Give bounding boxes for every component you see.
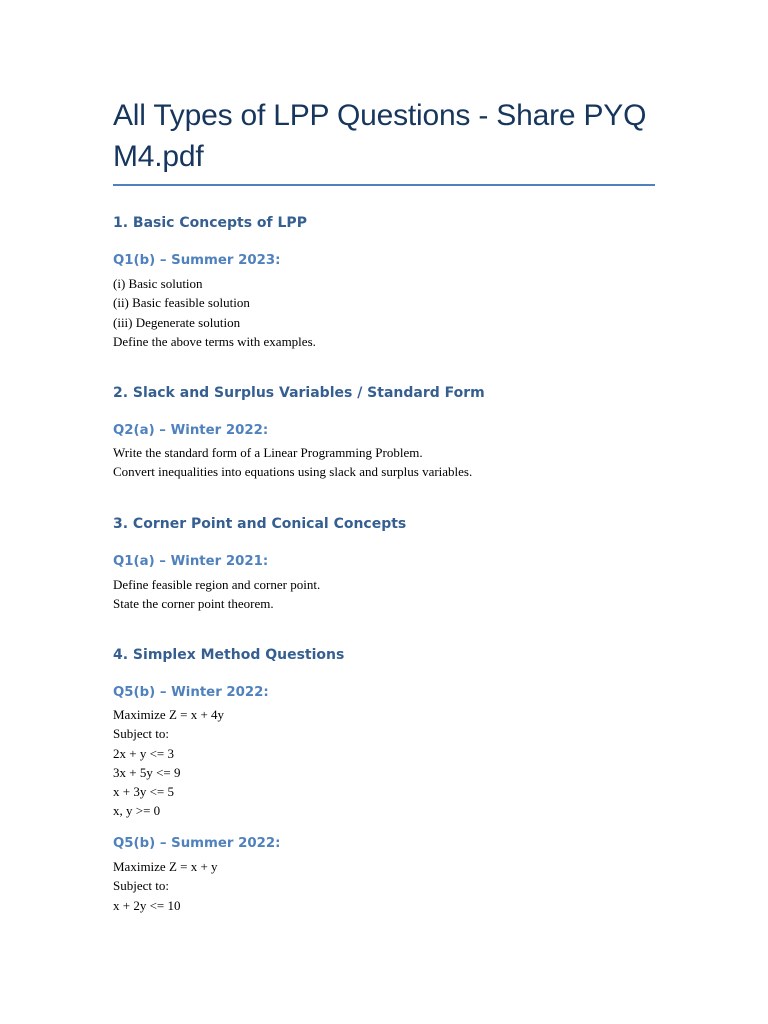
question-line: x, y >= 0 [113, 803, 161, 819]
question-line: Define the above terms with examples. [113, 333, 316, 349]
question-line: 2x + y <= 3 [113, 745, 174, 761]
question-heading-q1a-winter-2021: Q1(a) – Winter 2021: [113, 554, 269, 569]
question-heading-q5b-summer-2022: Q5(b) – Summer 2022: [113, 836, 281, 851]
question-line: State the corner point theorem. [113, 596, 274, 612]
document-title: All Types of LPP Questions - Share PYQ M4.pdf [113, 99, 647, 173]
title-divider [113, 184, 655, 186]
question-line: (ii) Basic feasible solution [113, 295, 250, 311]
question-line: Maximize Z = x + y [113, 859, 218, 874]
section-heading-basic-concepts: 1. Basic Concepts of LPP [113, 215, 307, 231]
question-line: Define feasible region and corner point. [113, 577, 321, 592]
document-page [113, 0, 658, 913]
question-line: Write the standard form of a Linear Programming Problem. [113, 445, 423, 460]
question-body-q5b-winter-2022 [113, 705, 224, 821]
question-heading-q2a-winter-2022: Q2(a) – Winter 2022: [113, 423, 269, 438]
question-line: Convert inequalities into equations using slack and surplus variables. [113, 464, 473, 480]
question-line: (iii) Degenerate solution [113, 314, 241, 330]
section-heading-corner-point: 3. Corner Point and Conical Concepts [113, 516, 407, 532]
question-heading-q5b-winter-2022: Q5(b) – Winter 2022: [113, 685, 269, 700]
question-body-q1a-winter-2021 [113, 575, 320, 614]
question-body-q2a-winter-2022 [113, 443, 472, 482]
question-line: Subject to: [113, 878, 169, 894]
section-heading-simplex-method: 4. Simplex Method Questions [113, 647, 345, 663]
question-line: x + 3y <= 5 [113, 784, 174, 800]
question-body-q1b-summer-2023 [113, 274, 316, 351]
question-line: Subject to: [113, 726, 169, 742]
question-line: (i) Basic solution [113, 276, 203, 291]
question-line: Maximize Z = x + 4y [113, 707, 225, 722]
section-heading-slack-surplus: 2. Slack and Surplus Variables / Standard Form [113, 385, 485, 401]
question-line: x + 2y <= 10 [113, 897, 181, 913]
question-body-q5b-summer-2022 [113, 857, 218, 915]
question-heading-q1b-summer-2023: Q1(b) – Summer 2023: [113, 253, 281, 268]
question-line: 3x + 5y <= 9 [113, 764, 181, 780]
